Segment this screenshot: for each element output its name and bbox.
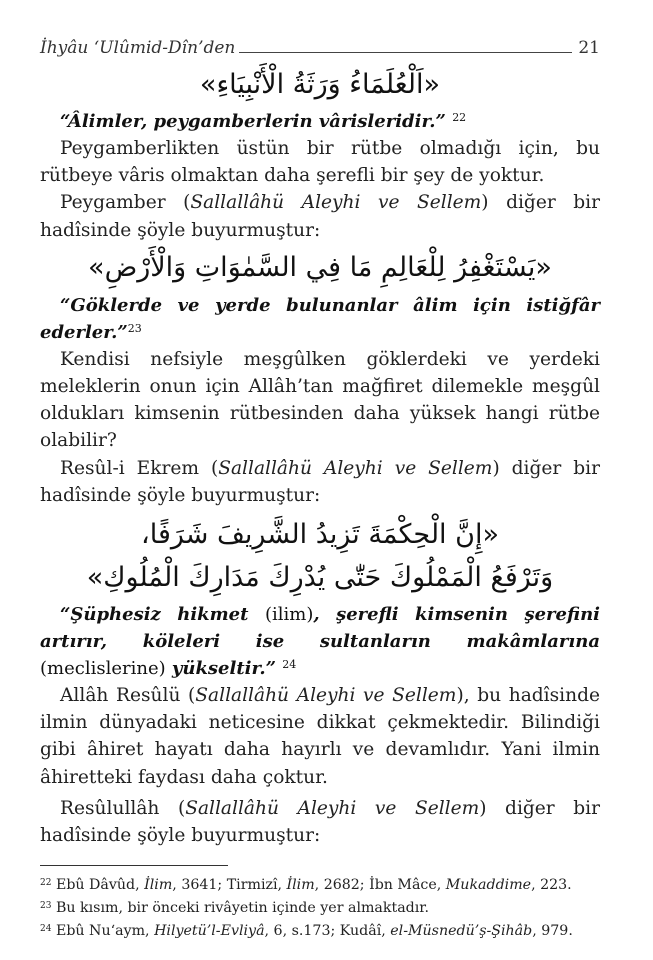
footnote-ref-24: 24 bbox=[282, 658, 297, 672]
hadith-1-arabic: «اَلْعُلَمَاءُ وَرَثَةُ الْأَنْبِيَاءِ» bbox=[199, 69, 441, 100]
book-title: İhyâu ‘Ulûmid-Dîn’den bbox=[40, 38, 236, 58]
running-header bbox=[40, 38, 600, 58]
honorific: Sallallâhü Aleyhi ve Sellem bbox=[195, 685, 457, 707]
footnote-ref-22: 22 bbox=[452, 111, 467, 124]
hadith-1-translation: “Âlimler, peygamberlerin vârisleridir.” $^{22}$ bbox=[60, 111, 467, 132]
honorific: Sallallâhü Aleyhi ve Sellem bbox=[185, 797, 480, 819]
paragraph-5: Allâh Resûlü (Sallallâhü Aleyhi ve Sellem), bu hadîsinde ilmin dünyadaki neticesine dikkat çekmektedir. Bilindiği gibi âhiret hayatı daha hayırlı ve devamlıdır. Yani ilmin âhiretteki faydası daha çoktur. bbox=[40, 685, 600, 788]
paragraph-1: Peygamberlikten üstün bir rütbe olmadığı için, bu rütbeye vâris olmaktan daha şerefli bir şey de yoktur. bbox=[40, 138, 600, 187]
hadith-3-arabic-line-1: «إِنَّ الْحِكْمَةَ تَزِيدُ الشَّرِيفَ شَرَفًا، bbox=[141, 519, 499, 551]
footnote-22: $^{22}$ Ebû Dâvûd, İlim, 3641; Tirmizî, İlim, 2682; İbn Mâce, Mukaddime, 223. bbox=[40, 877, 572, 894]
paragraph-3: Kendisi nefsiyle meşgûlken göklerdeki ve yerdeki meleklerin onun için Allâh’tan mağfiret dilemekle meşgûl oldukları kimsenin rütbesinden daha yüksek hangi rütbe olabilir? bbox=[40, 348, 600, 452]
page-number: 21 bbox=[578, 38, 600, 58]
honorific: Sallallâhü Aleyhi ve Sellem bbox=[218, 457, 493, 479]
footnote-ref-23: 23 bbox=[127, 321, 142, 335]
book-page bbox=[40, 38, 600, 943]
footnotes bbox=[40, 874, 600, 943]
hadith-3-translation: “Şüphesiz hikmet (ilim), şerefli kimsenin şerefini artırır, köleleri ise sultanların makâmlarına (meclislerine) yükseltir.” $^{24}$ bbox=[40, 604, 600, 680]
footnote-rule bbox=[40, 865, 228, 866]
paragraph-6: Resûlullâh (Sallallâhü Aleyhi ve Sellem) diğer bir hadîsinde şöyle buyurmuştur: bbox=[40, 797, 600, 847]
paragraph-2: Peygamber (Sallallâhü Aleyhi ve Sellem) diğer bir hadîsinde şöyle buyurmuştur: bbox=[40, 192, 600, 241]
hadith-3-arabic-line-2: وَتَرْفَعُ الْمَمْلُوكَ حَتّٰى يُدْرِكَ مَدَارِكَ الْمُلُوكِ» bbox=[86, 562, 554, 594]
footnote-23: $^{23}$ Bu kısım, bir önceki rivâyetin içinde yer almaktadır. bbox=[40, 900, 429, 917]
honorific: Sallallâhü Aleyhi ve Sellem bbox=[190, 192, 482, 214]
paragraph-4: Resûl-i Ekrem (Sallallâhü Aleyhi ve Sellem) diğer bir hadîsinde şöyle buyurmuştur: bbox=[40, 457, 600, 506]
header-rule bbox=[239, 52, 572, 53]
hadith-2-translation: “Göklerde ve yerde bulunanlar âlim için istiğfâr ederler.”$^{23}$ bbox=[40, 294, 600, 343]
footnote-24: $^{24}$ Ebû Nu‘aym, Hilyetü’l-Evliyâ, 6, s.173; Kudâî, el-Müsnedü’ş-Şihâb, 979. bbox=[40, 923, 573, 940]
hadith-2-arabic: «يَسْتَغْفِرُ لِلْعَالِمِ مَا فِي السَّمٰوَاتِ وَالْأَرْضِ» bbox=[88, 251, 552, 283]
